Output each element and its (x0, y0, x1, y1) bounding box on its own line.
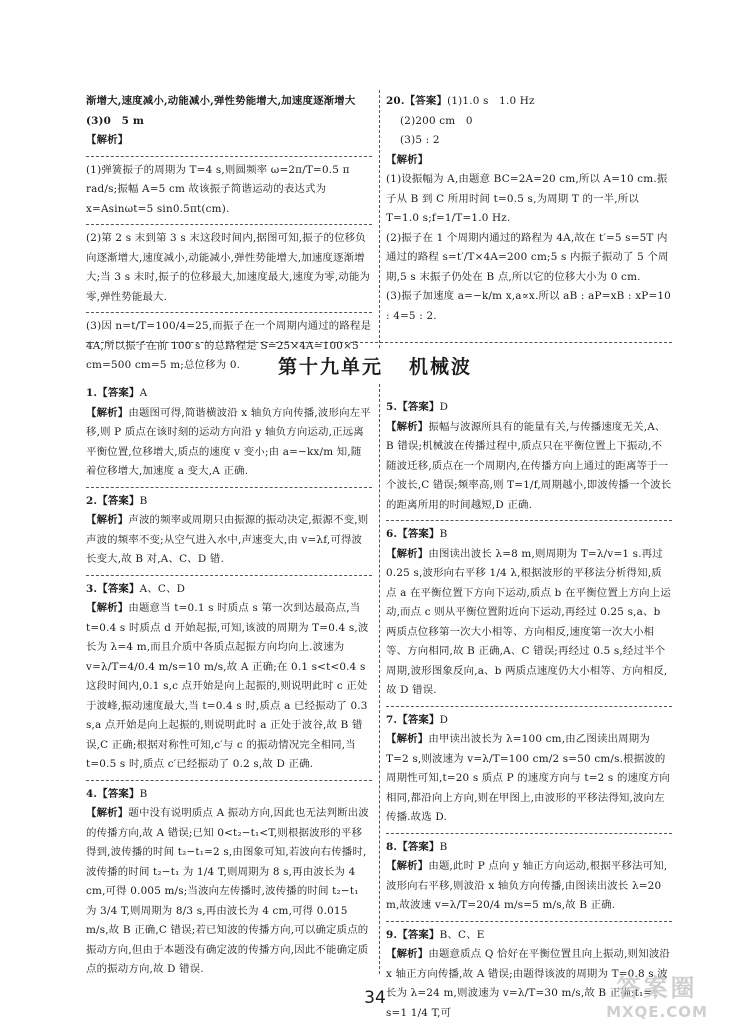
divider (86, 575, 372, 576)
question-block (386, 525, 672, 701)
analysis-label: 【解析】 (386, 948, 428, 960)
question-number: 3. (86, 583, 97, 595)
answer-label: 【答案】 (97, 495, 139, 507)
analysis-text: 由题图可得,简谐横波沿 x 轴负方向传播,波形向左平移,则 P 质点在该时刻的运动方向沿 y 轴负方向运动,正远离平衡位置,位移增大,质点的速度 v 变小;由 a=−kx/m 知,随着位移增大,加速度 a 变大,A 正确. (86, 407, 371, 478)
analysis-text: 由甲读出波长为 λ=100 cm,由乙图读出周期为 T=2 s,则波速为 v=λ/T=100 cm/2 s=50 cm/s.根据波的周期性可知,t=20 s 质点 P 的速度方向与 t=2 s 的速度方向相同,都沿向上方向,则在甲图上,由波形的平移法得知,波向左传播.故选 D. (386, 733, 670, 823)
divider (86, 156, 372, 157)
answer-value: B (440, 841, 448, 853)
answer-value: B (140, 495, 148, 507)
top-column-divider (379, 90, 380, 348)
unit-number: 第十九单元 (278, 356, 383, 378)
watermark-logo (582, 968, 732, 1021)
answer-value: B (440, 528, 448, 540)
answer-line (386, 838, 672, 858)
analysis-label: 【解析】 (86, 407, 128, 419)
divider (86, 487, 372, 488)
question-number: 20. (386, 95, 405, 107)
divider (386, 706, 672, 707)
answer-value: (2)200 cm 0 (386, 112, 672, 132)
answer-line (386, 92, 672, 112)
question-number: 9. (386, 929, 397, 941)
analysis-paragraph: (1)弹簧振子的周期为 T=4 s,则圆频率 ω=2π/T=0.5 π rad/s;振幅 A=5 cm 故该振子简谐运动的表达式为 x=Asinωt=5 sin0.5πt(cm). (86, 161, 372, 220)
analysis-paragraph: (1)设振幅为 A,由题意 BC=2A=20 cm,所以 A=10 cm.振子从 B 到 C 所用时间 t=0.5 s,为周期 T 的一半,所以 T=1.0 s;f=1/T=1.0 Hz. (386, 170, 672, 229)
answer-line (86, 580, 372, 600)
bottom-column-divider (379, 384, 380, 974)
analysis-label: 【解析】 (386, 548, 428, 560)
answer-line (386, 711, 672, 731)
analysis-label: 【解析】 (86, 807, 128, 819)
answer-value: (1)1.0 s 1.0 Hz (447, 95, 535, 107)
divider (86, 780, 372, 781)
question-block (86, 492, 372, 570)
question-block (86, 384, 372, 482)
divider (386, 520, 672, 521)
question-number: 1. (86, 387, 97, 399)
answer-line (86, 492, 372, 512)
analysis-text: 由图读出波长 λ=8 m,则周期为 T=λ/v=1 s.再过 0.25 s,波形向右平移 1/4 λ,根据波形的平移法分析得知,质点 a 在平衡位置下方向下运动,质点 b 在平衡位置上方向上运动,而点 c 则从平衡位置附近向下运动,再经过 0.25 s,a、b 两质点位移第一次大小相等、方向相反,速度第一次大小相等、方向相同,故 B 正确,A、C 错误;再经过 0.5 s,经过半个周期,波形图象反向,a、b 两质点速度仍大小相等、方向相反,故 D 错误. (386, 548, 671, 697)
answer-label: 【答案】 (405, 95, 447, 107)
answer-value: D (440, 401, 449, 413)
analysis-label: 【解析】 (386, 860, 428, 872)
analysis-text: 由题意当 t=0.1 s 时质点 s 第一次到达最高点,当 t=0.4 s 时质点 d 开始起振,可知,该波的周期为 T=0.4 s,波长为 λ=4 m,而且介质中各质点起振方向均向上.波速为 v=λ/T=4/0.4 m/s=10 m/s,故 A 正确;在 0.1 s<t<0.4 s 这段时间内,0.1 s,c 点开始是向上起振的,则说明此时 c 正处于波峰,振动速度最大,当 t=0.4 s 时,质点 a 已经振动了 0.3 s,a 点开始是向上起振的,则说明此时 a 正处于波谷,故 B 错误,C 正确;根据对称性可知,c′与 c 的振动情况完全相同,当 t=0.5 s 时,质点 c′已经振动了 0.2 s,故 D 正确. (86, 602, 368, 770)
answer-label: 【答案】 (397, 929, 439, 941)
analysis-paragraph: (2)振子在 1 个周期内通过的路程为 4A,故在 t′=5 s=5T 内通过的路程 s=t′/T×4A=200 cm;5 s 内振子振动了 5 个周期,5 s 末振子仍处在 B 点,所以它的位移大小为 0 cm. (386, 229, 672, 288)
answer-label: 【答案】 (397, 714, 439, 726)
answer-line (86, 384, 372, 404)
question-block (386, 398, 672, 515)
watermark-url: MXQE.COM (582, 1003, 732, 1021)
unit-name: 机械波 (409, 356, 472, 378)
answer-label: 【答案】 (97, 583, 139, 595)
analysis-text: 由题,此时 P 点向 y 轴正方向运动,根据平移法可知,波形向右平移,则波沿 x 轴负方向传播,由图读出波长 λ=20 m,故波速 v=λ/T=20/4 m/s=5 m/s,故 B 正确. (386, 860, 667, 911)
analysis-paragraph (386, 857, 672, 916)
question-block (386, 711, 672, 828)
answer-value: B、C、E (440, 929, 485, 941)
answers-left-column (86, 384, 372, 980)
analysis-paragraph (386, 730, 672, 828)
analysis-text: 声波的频率或周期只由振源的振动决定,振源不变,则声波的频率不变;从空气进入水中,声速变大,由 v=λf,可得波长变大,故 B 对,A、C、D 错. (86, 514, 368, 565)
analysis-paragraph: (3)因 n=t/T=100/4=25,而振子在一个周期内通过的路程是 4A,所以振子在前 100 s 的总路程是 S=25×4A=100×5 cm=500 cm=5 m;总位移为 0. (86, 317, 372, 376)
answer-line (386, 398, 672, 418)
question-number: 4. (86, 788, 97, 800)
divider (386, 833, 672, 834)
question-number: 6. (386, 528, 397, 540)
answer-value: B (140, 788, 148, 800)
answer-label: 【答案】 (397, 841, 439, 853)
analysis-label: 【解析】 (386, 733, 428, 745)
analysis-paragraph (86, 404, 372, 482)
question-block (86, 580, 372, 775)
page-number: 34 (0, 988, 750, 1008)
answer-label: 【答案】 (397, 401, 439, 413)
answer-value: A (140, 387, 148, 399)
divider (86, 224, 372, 225)
analysis-text: 由题意质点 Q 恰好在平衡位置且向上振动,则知波沿 x 轴正方向传播,故 A 错误;由题得该波的周期为 T=0.8 s,波长为 λ=24 m,则波速为 v=λ/T=30 m/s,故 B 正确;t₁=1 s=1 1/4 T,可 (386, 948, 670, 1019)
analysis-text: 题中没有说明质点 A 振动方向,因此也无法判断出波的传播方向,故 A 错误;已知 0<t₂−t₁<T,则根据波形的平移得到,波传播的时间 t₂−t₁=2 s,由图象可知,若波向右传播时,波传播的时间 t₂−t₁ 为 1/4 T,则周期为 8 s,再由波长为 4 cm,可得 0.005 m/s;当波向左传播时,波传播的时间 t₂−t₁ 为 3/4 T,则周期为 8/3 s,再由波长为 4 cm,可得 0.015 m/s,故 B 正确,C 错误;若已知波的传播方向,可以确定质点的振动方向,但由于本题没有确定波的传播方向,因此不能确定质点的振动方向,故 D 错误. (86, 807, 369, 975)
analysis-label: 【解析】 (86, 131, 372, 151)
answer-line (86, 785, 372, 805)
question-number: 7. (386, 714, 397, 726)
divider (86, 312, 372, 313)
question-number: 8. (386, 841, 397, 853)
analysis-label: 【解析】 (386, 151, 672, 171)
analysis-paragraph (386, 545, 672, 701)
analysis-label: 【解析】 (386, 421, 428, 433)
analysis-paragraph (86, 599, 372, 775)
analysis-label: 【解析】 (86, 514, 128, 526)
divider (386, 921, 672, 922)
question-20 (386, 92, 672, 326)
answer-value: A、C、D (140, 583, 186, 595)
text-line: (3)0 5 m (86, 112, 372, 132)
analysis-paragraph (86, 804, 372, 980)
answer-value: (3)5 : 2 (386, 131, 672, 151)
question-block (86, 785, 372, 980)
unit-title (0, 352, 750, 379)
question-number: 5. (386, 401, 397, 413)
analysis-paragraph (86, 511, 372, 570)
answers-right-column (386, 398, 672, 1023)
answer-line (386, 525, 672, 545)
analysis-text: 振幅与波源所具有的能量有关,与传播速度无关,A、B 错误;机械波在传播过程中,质点只在平衡位置上下振动,不随波迁移,质点在一个周期内,在传播方向上通过的距离等于一个波长,C 错误;频率高,则 T=1/f,周期越小,即波传播一个波长的距离所用的时间越短,D 正确. (386, 421, 672, 511)
text-line: 渐增大,速度减小,动能减小,弹性势能增大,加速度逐渐增大 (86, 92, 372, 112)
question-number: 2. (86, 495, 97, 507)
analysis-paragraph: (2)第 2 s 末到第 3 s 末这段时间内,据图可知,振子的位移负向逐渐增大,速度减小,动能减小,弹性势能增大,加速度逐渐增大;当 3 s 末时,振子的位移最大,加速度最大,速度为零,动能为零,弹性势能最大. (86, 229, 372, 307)
analysis-paragraph: (3)振子加速度 a=−k/m x,a∝x.所以 aB : aP=xB : xP=10 : 4=5 : 2. (386, 287, 672, 326)
analysis-paragraph (386, 418, 672, 516)
analysis-label: 【解析】 (86, 602, 128, 614)
previous-answer-continuation (86, 92, 372, 376)
answer-line (386, 926, 672, 946)
answer-label: 【答案】 (397, 528, 439, 540)
question-block (386, 838, 672, 916)
watermark-icon: 答案圈 (582, 968, 732, 1003)
answer-label: 【答案】 (97, 788, 139, 800)
answer-label: 【答案】 (97, 387, 139, 399)
answer-value: D (440, 714, 449, 726)
